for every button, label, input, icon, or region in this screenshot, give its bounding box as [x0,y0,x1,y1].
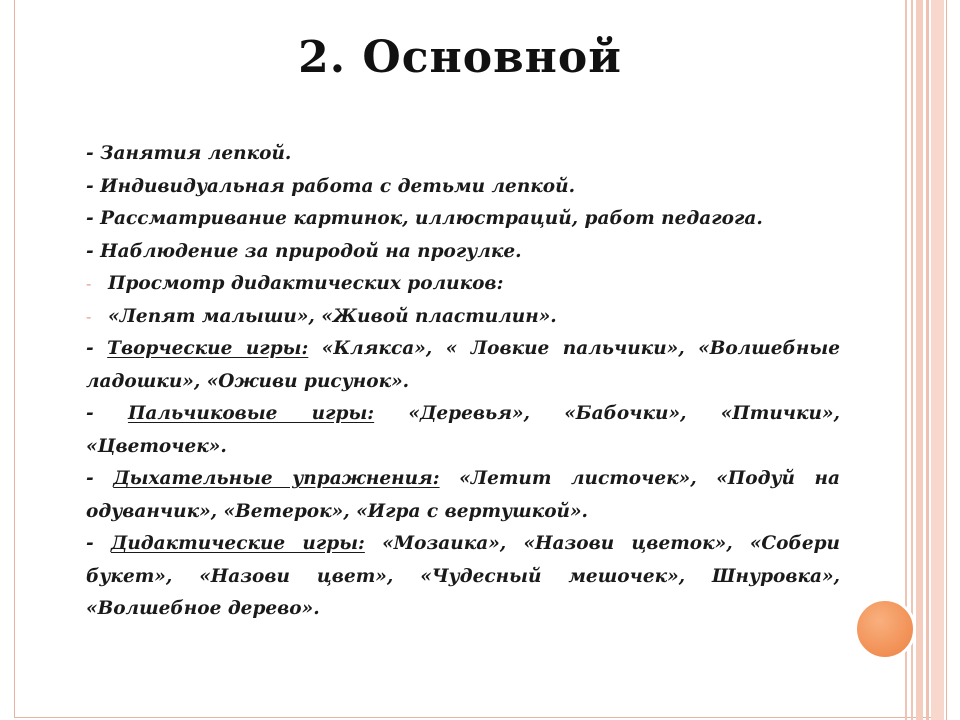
decorative-stripe [931,0,944,720]
list-item: - Рассматривание картинок, иллюстраций, работ педагога. [86,208,763,229]
decorative-stripe [916,0,923,720]
item-label: Дидактические игры: [110,533,365,554]
item-text: «Летит листочек», «Подуй на одуванчик», «Ветерок», «Игра с вертушкой». [86,468,840,522]
decorative-stripe [946,0,960,720]
game-list-item-breathing [86,463,840,528]
game-list-item-finger [86,398,840,463]
item-text: «Клякса», « Ловкие пальчики», «Волшебные ладошки», «Оживи рисунок». [86,338,840,392]
list-item: - Индивидуальная работа с детьми лепкой. [86,175,576,197]
item-label: Дыхательные упражнения: [113,468,440,489]
item-text: «Мозаика», «Назови цветок», «Собери букет», «Назови цвет», «Чудесный мешочек», Шнуровка», «Волшебное дерево». [86,533,841,619]
bullet-dash-icon: - [86,306,92,326]
item-dash: - [86,468,114,489]
item-label: Творческие игры: [107,338,309,359]
bullet-item [86,268,840,301]
bullet-dash-icon: - [86,274,92,293]
list-item: - Наблюдение за природой на прогулке. [86,240,522,262]
game-list-item-didactic [86,528,840,626]
decorative-stripe [926,0,929,720]
item-dash: - [86,403,128,424]
slide-content [86,138,840,626]
item-label: Пальчиковые игры: [127,403,375,424]
list-item: - Занятия лепкой. [86,143,292,164]
slide-title: 2. Основной [298,32,622,83]
accent-circle-icon [854,598,916,660]
bullet-text: «Лепят малыши», «Живой пластилин». [108,305,557,327]
item-dash: - [86,533,111,554]
bullet-item [86,301,840,334]
bullet-text: Просмотр дидактических роликов: [108,273,504,294]
item-dash: - [86,338,108,359]
game-list-item-creative [86,333,840,398]
item-text: «Деревья», «Бабочки», «Птички», «Цветочек». [86,403,840,457]
